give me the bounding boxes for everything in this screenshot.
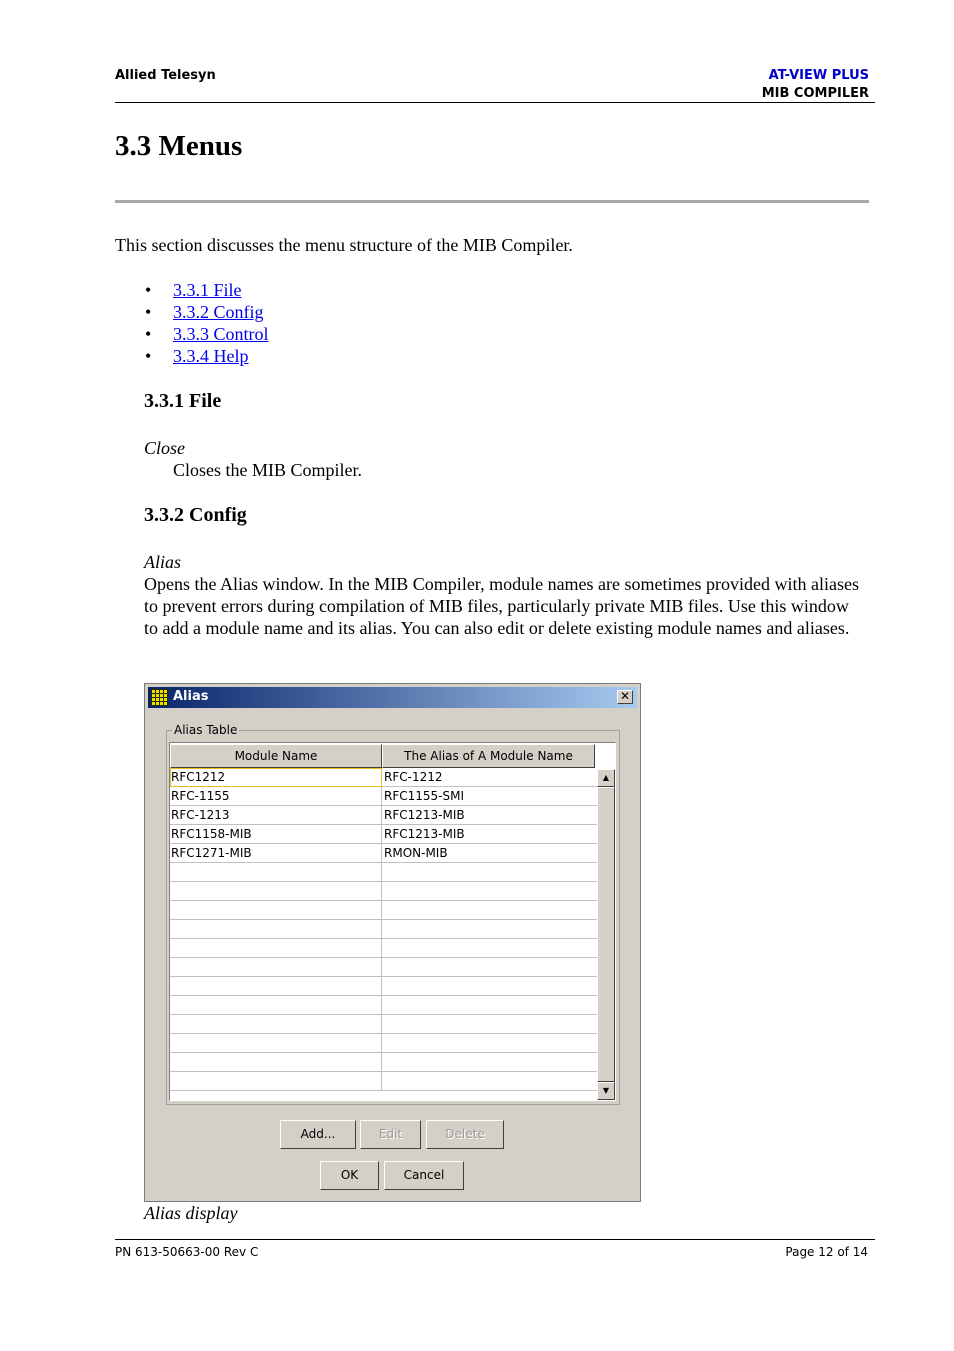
cell-alias[interactable]: [383, 1053, 597, 1072]
toc-item: • 3.3.4 Help: [145, 346, 249, 366]
cell-alias[interactable]: [383, 1034, 597, 1053]
scroll-thumb[interactable]: [597, 787, 615, 1082]
cell-alias[interactable]: [383, 920, 597, 939]
intro-paragraph: This section discusses the menu structure of the MIB Compiler.: [115, 235, 573, 255]
cell-module-name[interactable]: [170, 901, 382, 920]
cell-alias[interactable]: RFC1213-MIB: [384, 808, 465, 822]
header-rule: [115, 102, 875, 103]
cell-alias[interactable]: [383, 1072, 597, 1091]
dialog-title: Alias: [173, 689, 209, 704]
cell-module-name[interactable]: [170, 1053, 382, 1072]
add-button[interactable]: Add...: [280, 1120, 356, 1149]
cell-alias[interactable]: [383, 958, 597, 977]
table-row[interactable]: [170, 996, 597, 1015]
title-rule: [115, 200, 869, 203]
cell-alias[interactable]: [383, 939, 597, 958]
header-company: Allied Telesyn: [115, 68, 216, 83]
app-grid-icon: [151, 689, 168, 706]
toc-link-file[interactable]: 3.3.1 File: [173, 280, 242, 300]
cell-alias[interactable]: RFC1155-SMI: [384, 789, 464, 803]
cell-module-name[interactable]: [170, 1015, 382, 1034]
cell-module-name[interactable]: [170, 920, 382, 939]
table-row[interactable]: [170, 882, 597, 901]
table-row[interactable]: [170, 825, 597, 844]
cell-module-name[interactable]: [170, 863, 382, 882]
cell-alias[interactable]: [383, 882, 597, 901]
toc-list: [145, 279, 269, 367]
footer-page-number: Page 12 of 14: [785, 1245, 868, 1259]
cell-alias[interactable]: [383, 863, 597, 882]
file-heading: 3.3.1 File: [144, 390, 222, 412]
table-row[interactable]: [170, 863, 597, 882]
footer-rule: [115, 1239, 875, 1240]
table-row[interactable]: [170, 844, 597, 863]
toc-item: • 3.3.3 Control: [145, 324, 269, 344]
cell-alias[interactable]: RMON-MIB: [384, 846, 448, 860]
toc-link-control[interactable]: 3.3.3 Control: [173, 324, 269, 344]
table-body: [170, 768, 597, 1091]
table-row[interactable]: [170, 1072, 597, 1091]
file-term: Close: [144, 438, 186, 458]
config-heading: 3.3.2 Config: [144, 504, 247, 526]
table-row[interactable]: [170, 977, 597, 996]
table-row[interactable]: [170, 958, 597, 977]
cell-module-name[interactable]: RFC-1213: [170, 806, 382, 825]
ok-button[interactable]: OK: [320, 1161, 379, 1190]
header-doc: MIB COMPILER: [761, 86, 869, 101]
toc-link-config[interactable]: 3.3.2 Config: [173, 302, 264, 322]
cell-alias[interactable]: [383, 996, 597, 1015]
cell-module-name[interactable]: [170, 939, 382, 958]
table-row[interactable]: [170, 1015, 597, 1034]
arrow-up-icon: ▲: [602, 773, 610, 782]
cancel-button[interactable]: Cancel: [384, 1161, 464, 1190]
cell-module-name[interactable]: [170, 882, 382, 901]
cell-alias[interactable]: RFC-1212: [384, 770, 443, 784]
table-row[interactable]: [170, 787, 597, 806]
cell-alias[interactable]: RFC1213-MIB: [384, 827, 465, 841]
config-term: Alias: [144, 552, 182, 572]
cell-module-name[interactable]: RFC1212: [170, 768, 382, 787]
table-row[interactable]: [170, 939, 597, 958]
close-icon: ✕: [619, 689, 631, 703]
page-title: 3.3 Menus: [115, 130, 243, 162]
column-header-alias[interactable]: The Alias of A Module Name: [382, 744, 595, 768]
toc-link-help[interactable]: 3.3.4 Help: [173, 346, 249, 366]
cell-module-name[interactable]: [170, 977, 382, 996]
cell-alias[interactable]: [383, 1015, 597, 1034]
scroll-down-button[interactable]: [597, 1082, 615, 1100]
config-desc: Opens the Alias window. In the MIB Compiler, module names are sometimes provided with aliases to prevent errors during compilation of MIB files, particularly private MIB files. Use this window to add a module name and its alias. You can also edit or delete existing module names and aliases.: [144, 574, 859, 638]
edit-button[interactable]: Edit: [360, 1120, 421, 1149]
cell-module-name[interactable]: RFC1158-MIB: [170, 825, 382, 844]
cell-module-name[interactable]: [170, 1072, 382, 1091]
toc-item: • 3.3.1 File: [145, 280, 242, 300]
dialog-titlebar[interactable]: [148, 687, 637, 708]
alias-dialog: [144, 683, 641, 1202]
table-row[interactable]: [170, 920, 597, 939]
cell-module-name[interactable]: [170, 958, 382, 977]
scroll-up-button[interactable]: [597, 769, 615, 787]
file-desc: Closes the MIB Compiler.: [173, 460, 362, 480]
close-button[interactable]: [617, 690, 633, 704]
arrow-down-icon: ▼: [602, 1086, 610, 1095]
table-row[interactable]: [170, 1034, 597, 1053]
cell-module-name[interactable]: [170, 996, 382, 1015]
table-row[interactable]: [170, 1053, 597, 1072]
alias-table-label: Alias Table: [174, 723, 238, 737]
column-header-module-name[interactable]: Module Name: [170, 744, 382, 768]
table-scrollbar[interactable]: [597, 769, 615, 1100]
header-product: AT-VIEW PLUS: [768, 68, 869, 83]
cell-alias[interactable]: [383, 901, 597, 920]
toc-item: • 3.3.2 Config: [145, 302, 264, 322]
table-row[interactable]: [170, 768, 597, 787]
figure-caption: Alias display: [144, 1203, 238, 1223]
cell-module-name[interactable]: RFC-1155: [170, 787, 382, 806]
cell-module-name[interactable]: [170, 1034, 382, 1053]
cell-alias[interactable]: [383, 977, 597, 996]
table-row[interactable]: [170, 901, 597, 920]
delete-button[interactable]: Delete: [426, 1120, 504, 1149]
table-row[interactable]: [170, 806, 597, 825]
cell-module-name[interactable]: RFC1271-MIB: [170, 844, 382, 863]
footer-part-number: PN 613-50663-00 Rev C: [115, 1245, 259, 1259]
